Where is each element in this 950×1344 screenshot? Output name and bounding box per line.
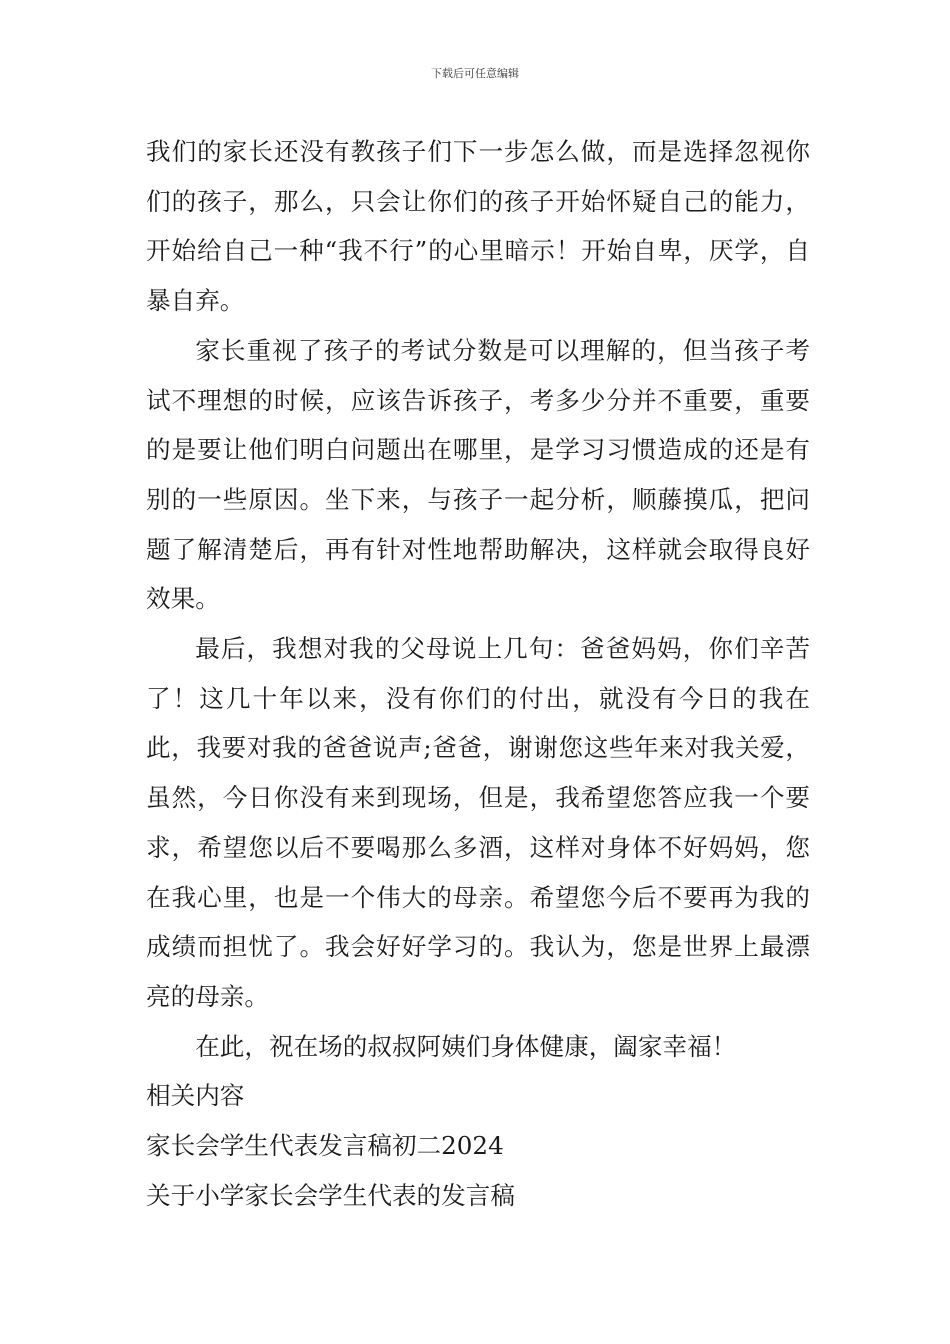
body-paragraph: 家长重视了孩子的考试分数是可以理解的，但当孩子考试不理想的时候，应该告诉孩子，考多少分并不重要，重要的是要让他们明白问题出在哪里，是学习习惯造成的还是有别的一些原因。坐下来，与孩子一起分析，顺藤摸瓜，把问题了解清楚后，再有针对性地帮助解决，这样就会取得良好效果。 [146,335,810,614]
body-paragraph: 在此，祝在场的叔叔阿姨们身体健康，阖家幸福！ [195,1031,737,1061]
related-heading: 相关内容 [146,1081,245,1111]
related-link[interactable]: 关于小学家长会学生代表的发言稿 [146,1180,515,1210]
page-header-note: 下载后可任意编辑 [431,67,519,80]
document-body [146,127,810,1220]
body-paragraph: 最后，我想对我的父母说上几句：爸爸妈妈，你们辛苦了！这几十年以来，没有你们的付出，就没有今日的我在此，我要对我的爸爸说声;爸爸，谢谢您这些年来对我关爱，虽然，今日你没有来到现场，但是，我希望您答应我一个要求，希望您以后不要喝那么多酒，这样对身体不好妈妈，您在我心里，也是一个伟大的母亲。希望您今后不要再为我的成绩而担忧了。我会好好学习的。我认为，您是世界上最漂亮的母亲。 [146,634,810,1011]
body-paragraph: 我们的家长还没有教孩子们下一步怎么做，而是选择忽视你们的孩子，那么，只会让你们的孩子开始怀疑自己的能力，开始给自己一种“我不行”的心里暗示！开始自卑，厌学，自暴自弃。 [146,137,810,316]
related-link[interactable]: 家长会学生代表发言稿初二2024 [146,1131,504,1161]
